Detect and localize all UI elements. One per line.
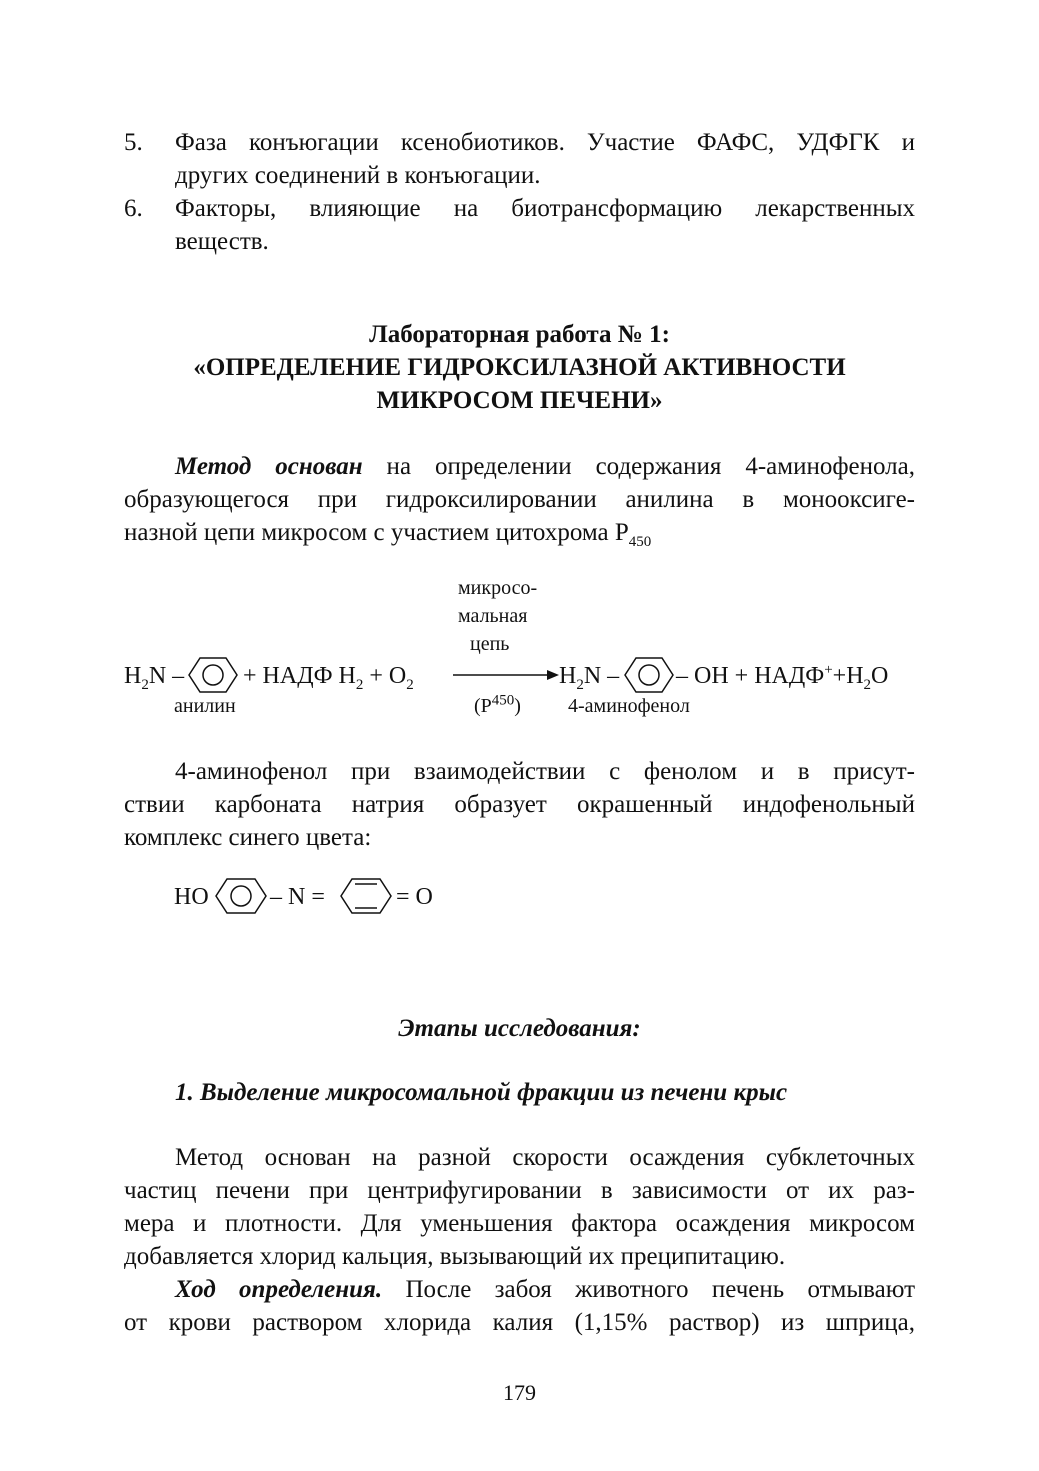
quinone-ring-icon [338,876,394,916]
benzene-ring-icon [622,655,676,695]
benzene-ring-icon [213,876,269,916]
stage-1-heading: 1. Выделение микросомальной фракции из печени крыс [175,1079,788,1106]
body-paragraph-line: частиц печени при центрифугировании в зависимости от их раз- [124,1177,915,1204]
list-item-text: Факторы, влияющие на биотрансформацию лекарственных [175,195,915,222]
page-number: 179 [503,1380,536,1405]
formula-o: = O [396,884,433,910]
list-item-text: Фаза конъюгации ксенобиотиков. Участие ФАФС, УДФГК и [175,129,915,156]
body-paragraph-line: мера и плотности. Для уменьшения фактора осаждения микросом [124,1210,915,1237]
reaction-arrow-icon [453,668,559,682]
formula-n-double-bond: – N = [270,884,325,910]
list-item-number: 5. [124,129,143,156]
body-paragraph-line: Метод основан на разной скорости осаждения субклеточных [175,1144,915,1171]
list-item-text: веществ. [175,228,269,255]
list-item-number: 6. [124,195,143,222]
body-paragraph-line: добавляется хлорид кальция, вызывающий их преципитацию. [124,1243,786,1270]
body-paragraph-line: Ход определения. После забоя животного печень отмывают [175,1276,916,1303]
complex-paragraph-line: ствии карбоната натрия образует окрашенный индофенольный [124,791,915,818]
list-item-text: других соединений в конъюгации. [175,162,541,189]
formula-ho: HO [174,884,209,910]
body-paragraph-line: от крови раствором хлорида калия (1,15% раствор) из шприца, [124,1309,915,1336]
lab-title: «ОПРЕДЕЛЕНИЕ ГИДРОКСИЛАЗНОЙ АКТИВНОСТИ [193,354,846,381]
method-lead: Метод основан [175,453,363,480]
enzyme-label: микросо- [458,577,538,599]
enzyme-label: мальная [458,605,528,627]
product-oh-nadp-water: – OH + $НАДФ^++H_2O$ [676,662,889,693]
lab-title: Лабораторная работа № 1: [369,321,670,348]
benzene-ring-icon [186,655,240,695]
product-aminophenol-amine: $H_2N$ – [559,663,620,693]
reactant-aniline-amine: $H_2N$ – [124,663,185,693]
complex-paragraph-line: 4-аминофенол при взаимодействии с фенолом и в присут- [175,758,915,785]
method-paragraph-line: образующегося при гидроксилировании анилина в монооксиге- [124,486,915,513]
label-catalyst: $(Р^{450})$ [474,692,521,717]
label-aminophenol: 4-аминофенол [568,695,690,717]
procedure-lead: Ход определения. [175,1276,383,1303]
method-paragraph-line: назной цепи микросом с участием цитохрома $Р_{450}$ [124,519,652,550]
reactant-nadph-o2: + НАДФ $H_2 + O_2$ [243,663,414,693]
method-paragraph-line: Метод основан на определении содержания 4-аминофенола, [175,453,915,480]
stages-heading: Этапы исследования: [398,1015,641,1042]
lab-title: МИКРОСОМ ПЕЧЕНИ» [376,387,663,414]
complex-paragraph-line: комплекс синего цвета: [124,824,372,851]
enzyme-label: цепь [470,633,510,655]
label-aniline: анилин [174,695,236,717]
